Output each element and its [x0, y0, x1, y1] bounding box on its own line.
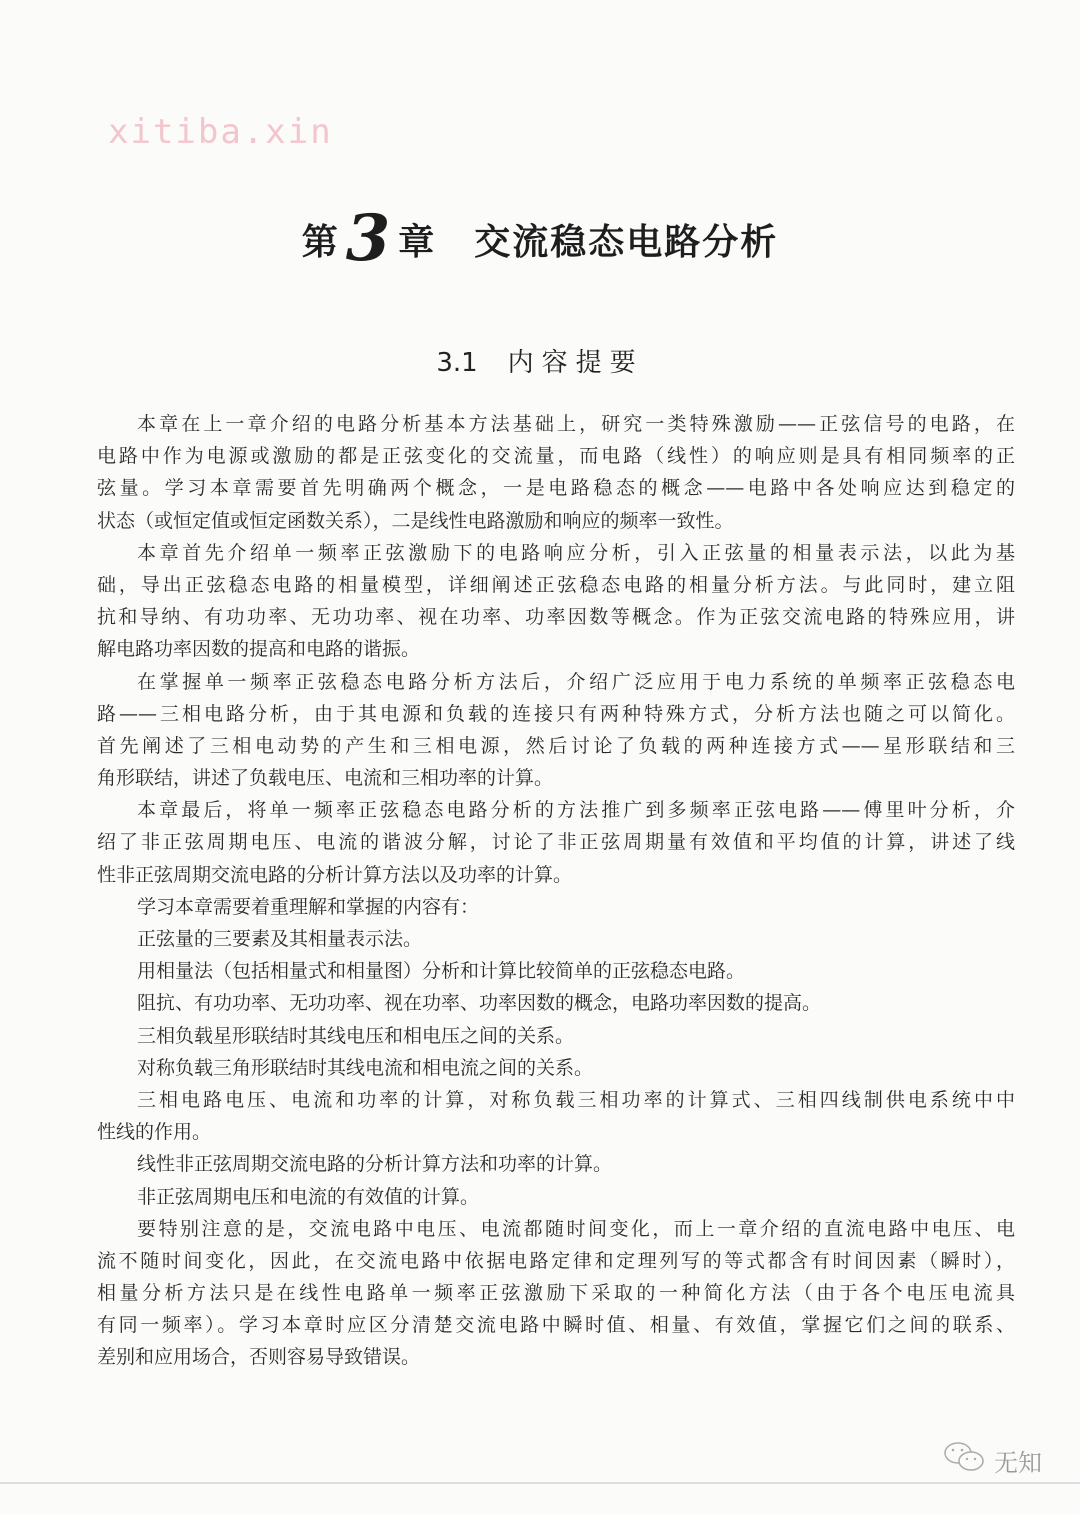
section-title: 内容提要 — [507, 348, 644, 378]
text-line: 解电路功率因数的提高和电路的谐振。 — [97, 638, 421, 661]
section-number: 3.1 — [436, 348, 478, 378]
text-line: 本章最后，将单一频率正弦稳态电路分析的方法推广到多频率正弦电路——傅里叶分析，介 — [137, 799, 1015, 822]
paragraph — [97, 923, 1015, 955]
chapter-number: 3 — [345, 201, 391, 276]
text-line: 弦量。学习本章需要首先明确两个概念，一是电路稳态的概念——电路中各处响应达到稳定的 — [97, 477, 1015, 500]
text-line: 要特别注意的是，交流电路中电压、电流都随时间变化，而上一章介绍的直流电路中电压、电 — [137, 1217, 1015, 1240]
text-line: 用相量法（包括相量式和相量图）分析和计算比较简单的正弦稳态电路。 — [137, 960, 746, 983]
page-edge-divider — [0, 1482, 1080, 1484]
text-line: 状态（或恒定值或恒定函数关系），二是线性电路激励和响应的频率一致性。 — [97, 509, 734, 532]
text-line: 绍了非正弦周期电压、电流的谐波分解，讨论了非正弦周期量有效值和平均值的计算，讲述了线 — [97, 831, 1015, 854]
paragraph — [97, 955, 1015, 987]
section-heading — [0, 342, 1080, 379]
text-line: 正弦量的三要素及其相量表示法。 — [137, 928, 423, 950]
text-line: 有同一频率）。学习本章时应区分清楚交流电路中瞬时值、相量、有效值，掌握它们之间的联系、 — [97, 1314, 1015, 1337]
text-line: 非正弦周期电压和电流的有效值的计算。 — [137, 1185, 480, 1208]
text-line: 线性非正弦周期交流电路的分析计算方法和功率的计算。 — [137, 1153, 613, 1176]
text-line: 性线的作用。 — [97, 1121, 212, 1144]
paragraph — [97, 1181, 1015, 1213]
text-line: 路——三相电路分析，由于其电源和负载的连接只有两种特殊方式，分析方法也随之可以简化。 — [97, 702, 1015, 725]
text-line: 首先阐述了三相电动势的产生和三相电源，然后讨论了负载的两种连接方式——星形联结和三 — [97, 734, 1015, 757]
paragraph — [97, 987, 1015, 1019]
text-line: 相量分析方法只是在线性电路单一频率正弦激励下采取的一种简化方法（由于各个电压电流具 — [97, 1282, 1015, 1305]
paragraph — [97, 1020, 1015, 1052]
paragraph — [97, 408, 1015, 537]
text-line: 对称负载三角形联结时其线电流和相电流之间的关系。 — [137, 1056, 594, 1079]
text-line: 性非正弦周期交流电路的分析计算方法以及功率的计算。 — [97, 863, 573, 886]
chapter-suffix: 章 — [398, 221, 435, 263]
paragraph — [97, 1213, 1015, 1374]
text-line: 差别和应用场合，否则容易导致错误。 — [97, 1346, 421, 1369]
paragraph — [97, 1084, 1015, 1148]
text-line: 电路中作为电源或激励的都是正弦变化的交流量，而电路（线性）的响应则是具有相同频率的正 — [97, 445, 1015, 468]
text-line: 在掌握单一频率正弦稳态电路分析方法后，介绍广泛应用于电力系统的单频率正弦稳态电 — [137, 670, 1015, 693]
text-line: 阻抗、有功功率、无功功率、视在功率、功率因数的概念，电路功率因数的提高。 — [137, 992, 822, 1015]
text-line: 抗和导纳、有功功率、无功功率、视在功率、功率因数等概念。作为正弦交流电路的特殊应用，讲 — [97, 606, 1015, 629]
chapter-prefix: 第 — [301, 221, 338, 263]
watermark: xitiba.xin — [108, 112, 333, 152]
text-line: 三相电路电压、电流和功率的计算，对称负载三相功率的计算式、三相四线制供电系统中中 — [137, 1088, 1015, 1111]
text-line: 流不随时间变化，因此，在交流电路中依据电路定律和定理列写的等式都含有时间因素（瞬时）， — [97, 1249, 1015, 1272]
paragraph — [97, 891, 1015, 923]
paragraph — [97, 666, 1015, 795]
chapter-title: 交流稳态电路分析 — [474, 221, 779, 263]
paragraph — [97, 1052, 1015, 1084]
paragraph — [97, 794, 1015, 891]
paragraph — [97, 1148, 1015, 1180]
source-logo-text: 无知 — [994, 1448, 1042, 1477]
text-line: 本章首先介绍单一频率正弦激励下的电路响应分析，引入正弦量的相量表示法，以此为基 — [137, 541, 1015, 564]
text-line: 本章在上一章介绍的电路分析基本方法基础上，研究一类特殊激励——正弦信号的电路，在 — [137, 413, 1015, 435]
wechat-icon — [942, 1440, 988, 1480]
text-line: 学习本章需要着重理解和掌握的内容有： — [137, 895, 480, 918]
text-line: 角形联结，讲述了负载电压、电流和三相功率的计算。 — [97, 767, 554, 790]
text-line: 三相负载星形联结时其线电压和相电压之间的关系。 — [137, 1024, 575, 1047]
paragraph — [97, 537, 1015, 666]
chapter-heading — [0, 195, 1080, 276]
text-line: 础，导出正弦稳态电路的相量模型，详细阐述正弦稳态电路的相量分析方法。与此同时，建立阻 — [97, 573, 1015, 596]
body-text — [97, 408, 1015, 1374]
source-logo — [942, 1440, 1042, 1480]
